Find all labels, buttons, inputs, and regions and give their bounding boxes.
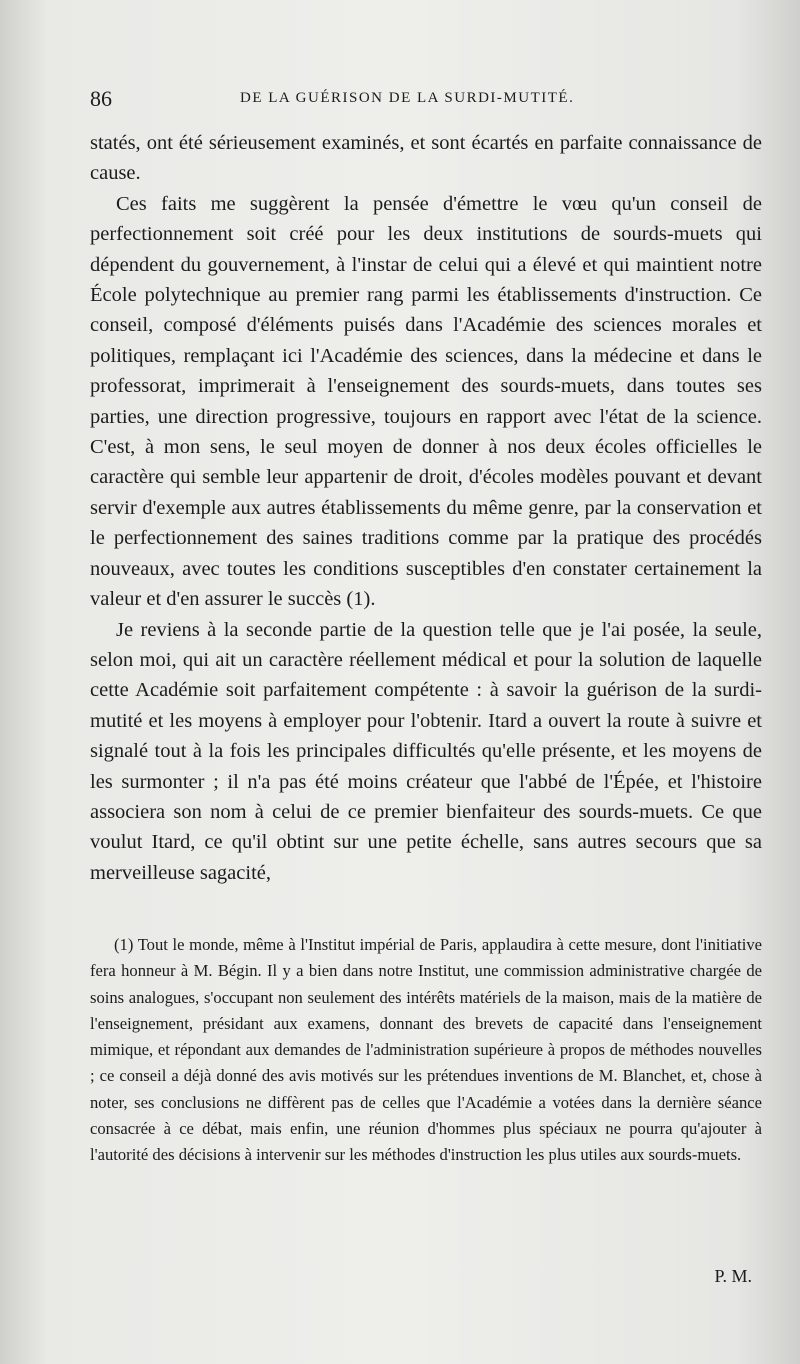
footnote — [90, 932, 762, 1169]
page-header — [90, 86, 762, 116]
paragraph-continuation: statés, ont été sérieusement examinés, et sont écartés en parfaite connaissance de cause. — [90, 132, 762, 185]
footnote-signature: P. M. — [714, 1266, 752, 1286]
footnote-text: (1) Tout le monde, même à l'Institut impérial de Paris, applaudira à cette mesure, dont l'initiative fera honneur à M. Bégin. Il y a bien dans notre Institut, une commission administrative chargée de soins analogues, s'occupant non seulement des intérêts matériels de la maison, mais de la matière de l'enseignement, présidant aux examens, donnant des brevets de capacité dans l'enseignement mimique, et répondant aux demandes de l'administration supérieure à propos de méthodes nouvelles ; ce conseil a déjà donné des avis motivés sur les prétendues inventions de M. Blanchet, et, chose à noter, ses conclusions ne diffèrent pas de celles que l'Académie a votées dans la dernière séance consacrée à ce débat, mais enfin, une réunion d'hommes plus spéciaux ne pourra qu'ajouter à l'autorité des décisions à intervenir sur les méthodes d'instruction les plus utiles aux sourds-muets. — [90, 935, 762, 1165]
running-head: DE LA GUÉRISON DE LA SURDI-MUTITÉ. — [240, 90, 575, 106]
paragraph: Je reviens à la seconde partie de la question telle que je l'ai posée, la seule, selon moi, qui ait un caractère réellement médical et pour la solution de laquelle cette Académie soit parfaitement compétente : à savoir la guérison de la surdi-mutité et les moyens à employer pour l'obtenir. Itard a ouvert la route à suivre et signalé tout à la fois les principales difficultés qu'elle présente, et les moyens de les surmonter ; il n'a pas été moins créateur que l'abbé de l'Épée, et l'histoire associera son nom à celui de ce premier bienfaiteur des sourds-muets. Ce que voulut Itard, ce qu'il obtint sur une petite échelle, sans autres secours que sa merveilleuse sagacité, — [90, 618, 762, 884]
paragraph: Ces faits me suggèrent la pensée d'émettre le vœu qu'un conseil de perfectionnement soit créé pour les deux institutions de sourds-muets qui dépendent du gouvernement, à l'instar de celui qui a élevé et qui maintient notre École polytechnique au premier rang parmi les établissements d'instruction. Ce conseil, composé d'éléments puisés dans l'Académie des sciences morales et politiques, remplaçant ici l'Académie des sciences, dans la médecine et dans le professorat, imprimerait à l'enseignement des sourds-muets, dans toutes ses parties, une direction progressive, toujours en rapport avec l'état de la science. C'est, à mon sens, le seul moyen de donner à nos deux écoles officielles le caractère qui semble leur appartenir de droit, d'écoles modèles pouvant et devant servir d'exemple aux autres établissements du même genre, par la conservation et le perfectionnement des saines traditions comme par la pratique des procédés nouveaux, avec toutes les conditions susceptibles d'en constater certainement la valeur et d'en assurer le succès (1). — [90, 192, 762, 611]
page-number: 86 — [90, 86, 112, 111]
body-text — [90, 128, 762, 888]
